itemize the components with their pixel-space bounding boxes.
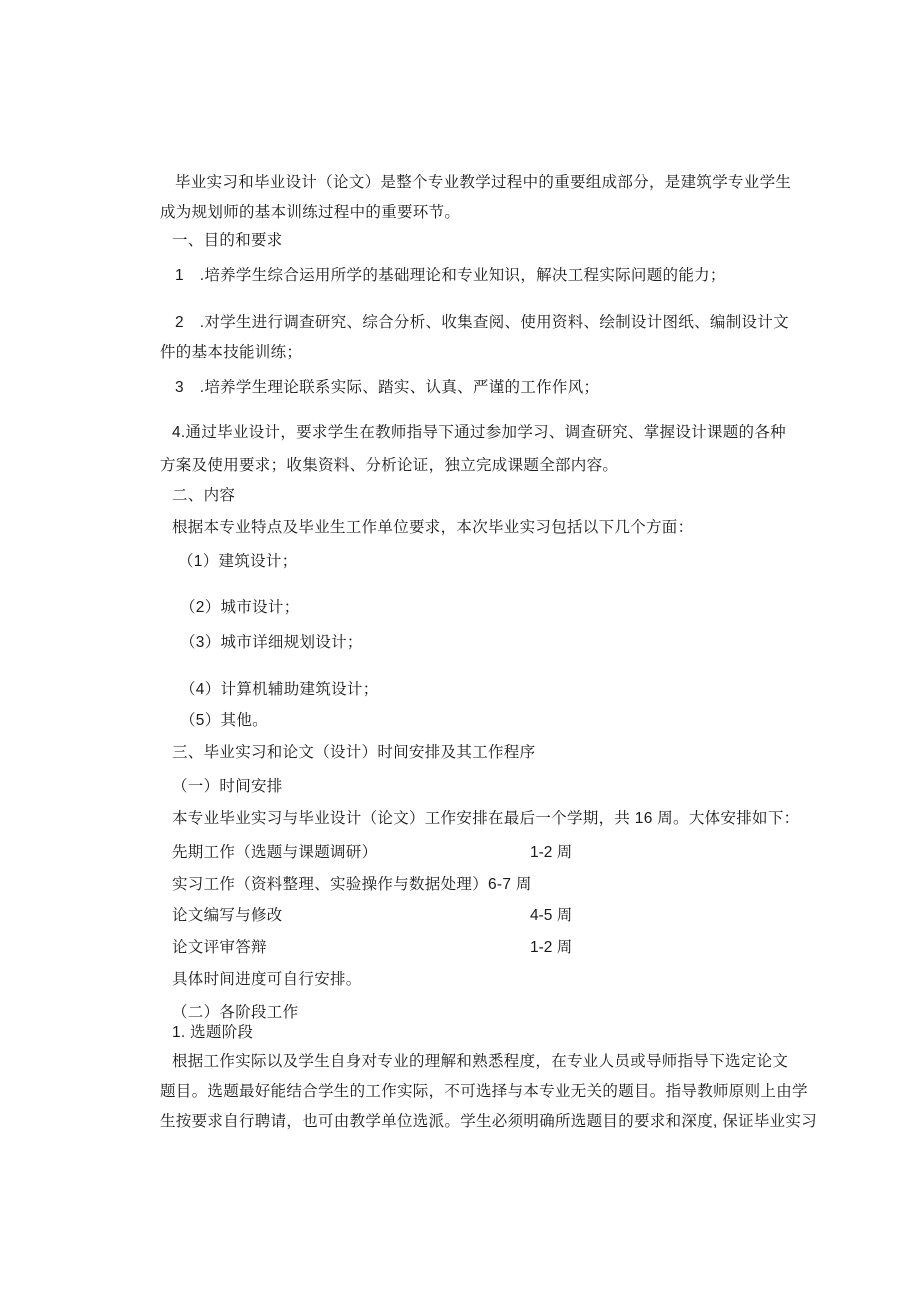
- list-item: （5）其他。: [180, 712, 268, 729]
- paragraph: 根据本专业特点及毕业生工作单位要求，本次毕业实习包括以下几个方面：: [172, 519, 694, 536]
- paragraph: 本专业毕业实习与毕业设计（论文）工作安排在最后一个学期，共 16 周。大体安排如下：: [172, 810, 800, 827]
- schedule-task: 论文编写与修改: [172, 907, 283, 924]
- intro-line: 成为规划师的基本训练过程中的重要环节。: [160, 204, 461, 221]
- subsection-heading: （二）各阶段工作: [172, 1004, 299, 1021]
- schedule-task: 论文评审答辩: [172, 939, 267, 956]
- schedule-duration: 4-5 周: [530, 907, 573, 924]
- section-heading: 三、毕业实习和论文（设计）时间安排及其工作程序: [172, 744, 536, 761]
- subsection-heading: （一）时间安排: [172, 778, 283, 795]
- paragraph-line: 题目。选题最好能结合学生的工作实际，不可选择与本专业无关的题目。指导教师原则上由学: [160, 1083, 808, 1100]
- schedule-duration: 1-2 周: [530, 939, 573, 956]
- schedule-task: 实习工作（资料整理、实验操作与数据处理）6-7 周: [172, 876, 532, 893]
- intro-line: 毕业实习和毕业设计（论文）是整个专业教学过程中的重要组成部分，是建筑学专业学生: [175, 174, 792, 191]
- schedule-task: 先期工作（选题与课题调研）: [172, 844, 378, 861]
- list-item: 4.通过毕业设计，要求学生在教师指导下通过参加学习、调查研究、掌握设计课题的各种: [172, 424, 786, 441]
- list-item: 1 .培养学生综合运用所学的基础理论和专业知识，解决工程实际问题的能力；: [175, 267, 726, 284]
- list-item: （2）城市设计；: [180, 599, 300, 616]
- list-item: （4）计算机辅助建筑设计；: [180, 681, 379, 698]
- paragraph: 具体时间进度可自行安排。: [172, 971, 362, 988]
- paragraph-line: 生按要求自行聘请，也可由教学单位选派。学生必须明确所选题目的要求和深度, 保证毕业实习: [160, 1113, 818, 1130]
- schedule-duration: 1-2 周: [530, 844, 573, 861]
- stage-title: 1. 选题阶段: [172, 1024, 254, 1041]
- section-heading: 一、目的和要求: [172, 232, 283, 249]
- list-item: （3）城市详细规划设计；: [180, 634, 363, 651]
- list-item: 3 .培养学生理论联系实际、踏实、认真、严谨的工作作风；: [175, 379, 600, 396]
- list-item: （1）建筑设计；: [178, 553, 298, 570]
- list-item-continuation: 件的基本技能训练；: [160, 344, 303, 361]
- paragraph-line: 根据工作实际以及学生自身对专业的理解和熟悉程度，在专业人员或导师指导下选定论文: [172, 1053, 789, 1070]
- section-heading: 二、内容: [172, 487, 236, 504]
- list-item: 2 .对学生进行调查研究、综合分析、收集查阅、使用资料、绘制设计图纸、编制设计文: [175, 314, 789, 331]
- list-item-continuation: 方案及使用要求；收集资料、分析论证，独立完成课题全部内容。: [160, 457, 619, 474]
